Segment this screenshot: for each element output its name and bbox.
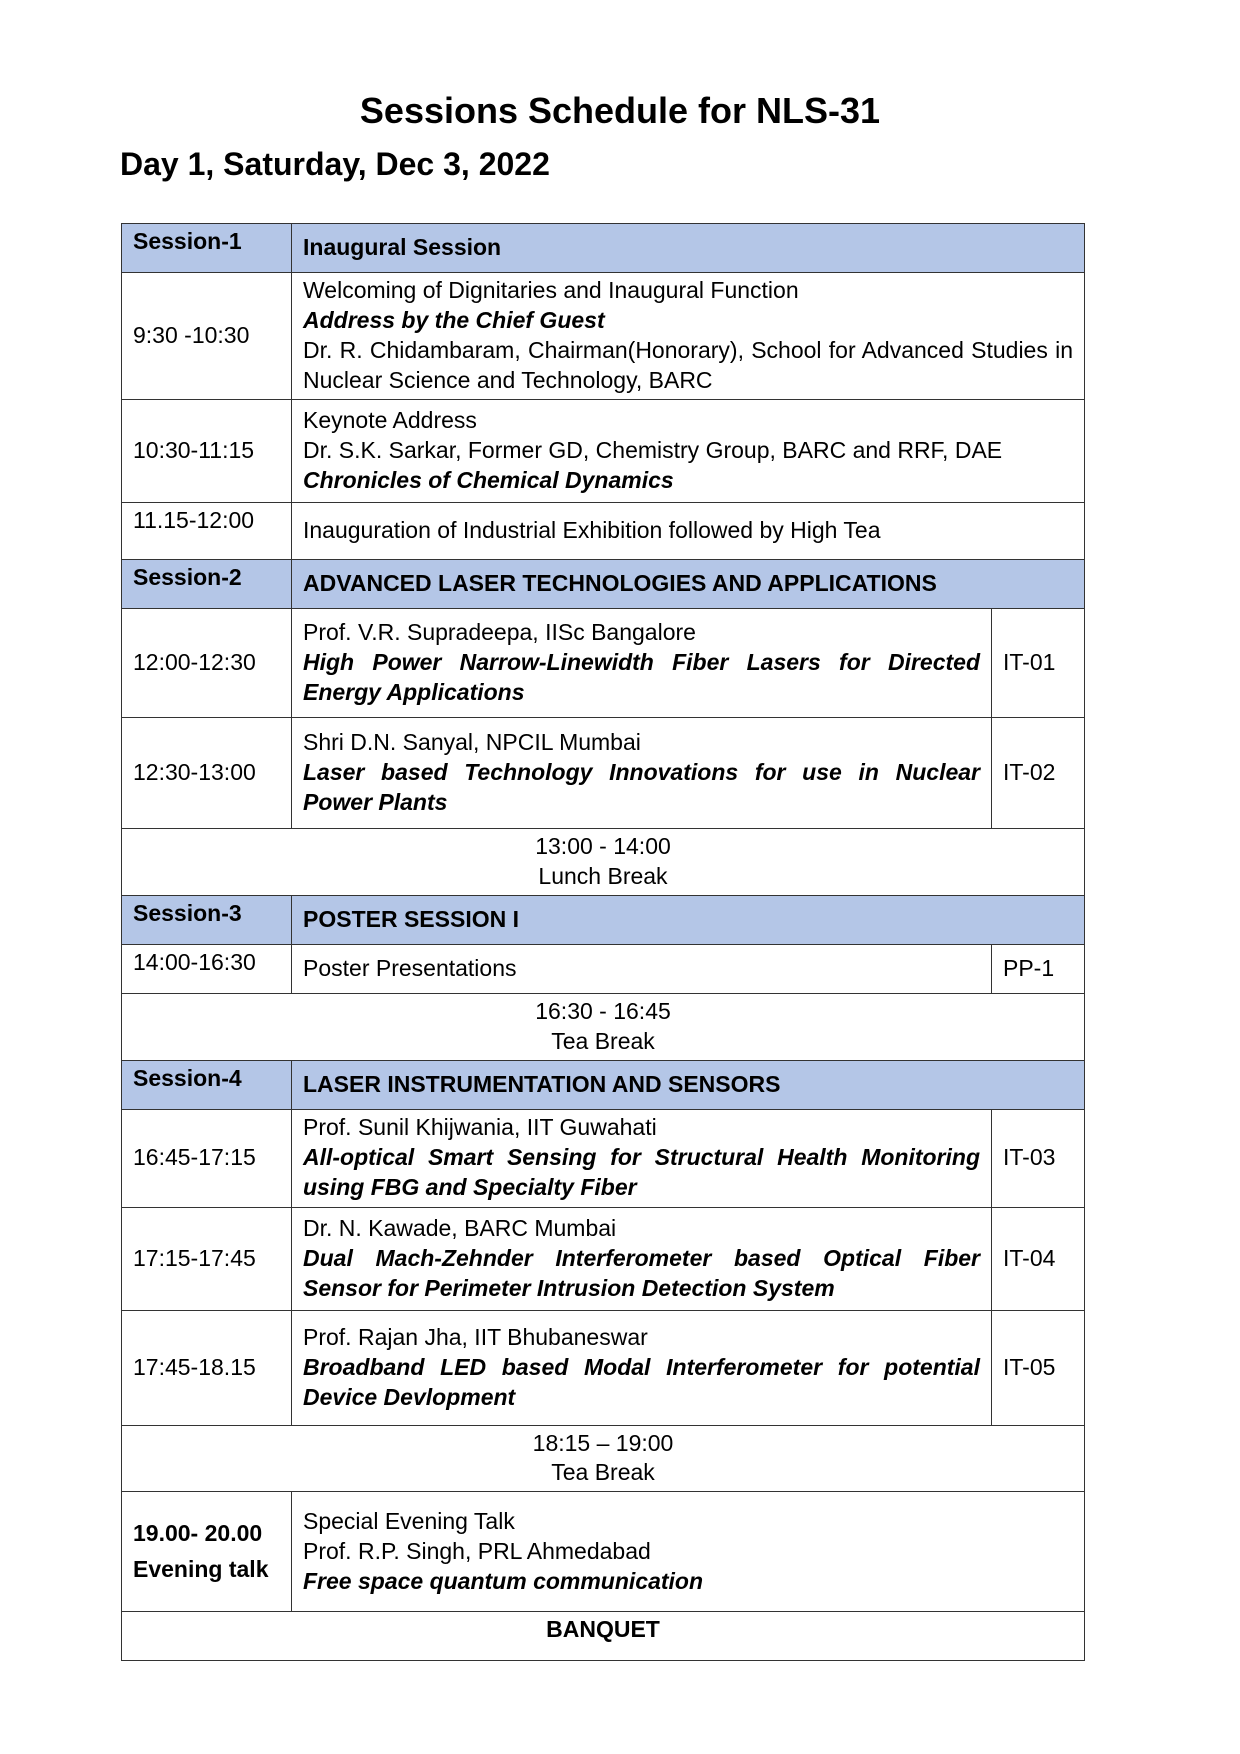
time-cell: 17:15-17:45 — [122, 1207, 292, 1310]
session-header — [122, 895, 1085, 944]
details-cell — [292, 1207, 992, 1310]
break-time: 13:00 - 14:00 — [535, 832, 671, 859]
talk-title: Free space quantum communication — [303, 1567, 704, 1594]
time-cell: 10:30-11:15 — [122, 399, 292, 502]
speaker-line: Shri D.N. Sanyal, NPCIL Mumbai — [303, 728, 641, 755]
session-header — [122, 559, 1085, 608]
talk-code: PP-1 — [992, 944, 1085, 993]
break-label: Tea Break — [551, 1027, 655, 1054]
time-cell: 12:30-13:00 — [122, 717, 292, 828]
table-row — [122, 717, 1085, 828]
speaker-line: Prof. Rajan Jha, IIT Bhubaneswar — [303, 1323, 648, 1350]
talk-title: Chronicles of Chemical Dynamics — [303, 466, 674, 493]
speaker-line: Prof. V.R. Supradeepa, IISc Bangalore — [303, 618, 696, 645]
evening-time-cell — [122, 1492, 292, 1612]
break-cell — [122, 828, 1085, 895]
talk-title: Dual Mach-Zehnder Interferometer based Optical Fiber Sensor for Perimeter Intrusion Detection System — [303, 1244, 980, 1301]
details-cell — [292, 273, 1085, 400]
break-row — [122, 993, 1085, 1060]
talk-code: IT-02 — [992, 717, 1085, 828]
details-cell: Poster Presentations — [292, 944, 992, 993]
break-time: 18:15 – 19:00 — [532, 1429, 674, 1456]
talk-title: Broadband LED based Modal Interferometer for potential Device Devlopment — [303, 1353, 980, 1410]
session-header — [122, 1060, 1085, 1109]
talk-title: High Power Narrow-Linewidth Fiber Lasers for Directed Energy Applications — [303, 648, 980, 705]
details-cell — [292, 1492, 1085, 1612]
table-row — [122, 273, 1085, 400]
details-cell: Inauguration of Industrial Exhibition followed by High Tea — [292, 502, 1085, 559]
event-highlight: Address by the Chief Guest — [303, 306, 605, 333]
talk-title: All-optical Smart Sensing for Structural Health Monitoring using FBG and Specialty Fiber — [303, 1144, 980, 1200]
speaker-line: Prof. Sunil Khijwania, IIT Guwahati — [303, 1114, 657, 1141]
speaker-line: Dr. S.K. Sarkar, Former GD, Chemistry Group, BARC and RRF, DAE — [303, 436, 1003, 463]
table-row — [122, 608, 1085, 717]
details-cell — [292, 717, 992, 828]
break-row — [122, 1425, 1085, 1492]
details-cell — [292, 608, 992, 717]
schedule-table — [121, 223, 1085, 1661]
time-cell: 17:45-18.15 — [122, 1310, 292, 1425]
talk-code: IT-04 — [992, 1207, 1085, 1310]
table-row — [122, 1109, 1085, 1207]
session-label: Session-1 — [122, 224, 292, 273]
details-cell — [292, 399, 1085, 502]
speaker-line: Prof. R.P. Singh, PRL Ahmedabad — [303, 1537, 651, 1564]
session-label: Session-4 — [122, 1060, 292, 1109]
break-time: 16:30 - 16:45 — [535, 997, 671, 1024]
event-line: Special Evening Talk — [303, 1508, 515, 1534]
table-row — [122, 1207, 1085, 1310]
speaker-line: Dr. R. Chidambaram, Chairman(Honorary), School for Advanced Studies in Nuclear Science and Technology, BARC — [303, 336, 1073, 393]
table-row — [122, 502, 1085, 559]
day-heading: Day 1, Saturday, Dec 3, 2022 — [120, 146, 550, 182]
table-row — [122, 1310, 1085, 1425]
time-cell: 9:30 -10:30 — [122, 273, 292, 400]
session-title: Inaugural Session — [292, 224, 1085, 273]
time-cell: 12:00-12:30 — [122, 608, 292, 717]
time-cell: 11.15-12:00 — [122, 502, 292, 559]
details-cell — [292, 1310, 992, 1425]
session-title: ADVANCED LASER TECHNOLOGIES AND APPLICATIONS — [292, 559, 1085, 608]
talk-code: IT-01 — [992, 608, 1085, 717]
session-label: Session-2 — [122, 559, 292, 608]
break-label: Lunch Break — [538, 862, 668, 889]
session-label: Session-3 — [122, 895, 292, 944]
session-header — [122, 224, 1085, 273]
event-line: Keynote Address — [303, 406, 477, 433]
event-line: Welcoming of Dignitaries and Inaugural Function — [303, 277, 799, 303]
session-title: LASER INSTRUMENTATION AND SENSORS — [292, 1060, 1085, 1109]
talk-title: Laser based Technology Innovations for use in Nuclear Power Plants — [303, 758, 980, 815]
break-cell — [122, 1425, 1085, 1492]
time-cell: 14:00-16:30 — [122, 944, 292, 993]
speaker-line: Dr. N. Kawade, BARC Mumbai — [303, 1214, 617, 1241]
table-row — [122, 1492, 1085, 1612]
break-cell — [122, 993, 1085, 1060]
session-title: POSTER SESSION I — [292, 895, 1085, 944]
time-cell: 16:45-17:15 — [122, 1109, 292, 1207]
page-title: Sessions Schedule for NLS-31 — [359, 90, 881, 131]
table-row — [122, 944, 1085, 993]
banquet-row — [122, 1612, 1085, 1661]
banquet-cell: BANQUET — [122, 1612, 1085, 1661]
talk-code: IT-03 — [992, 1109, 1085, 1207]
table-row — [122, 399, 1085, 502]
time-label: 19.00- 20.00 — [133, 1519, 263, 1546]
break-label: Tea Break — [551, 1459, 655, 1486]
details-cell — [292, 1109, 992, 1207]
break-row — [122, 828, 1085, 895]
evening-label: Evening talk — [133, 1555, 269, 1582]
talk-code: IT-05 — [992, 1310, 1085, 1425]
